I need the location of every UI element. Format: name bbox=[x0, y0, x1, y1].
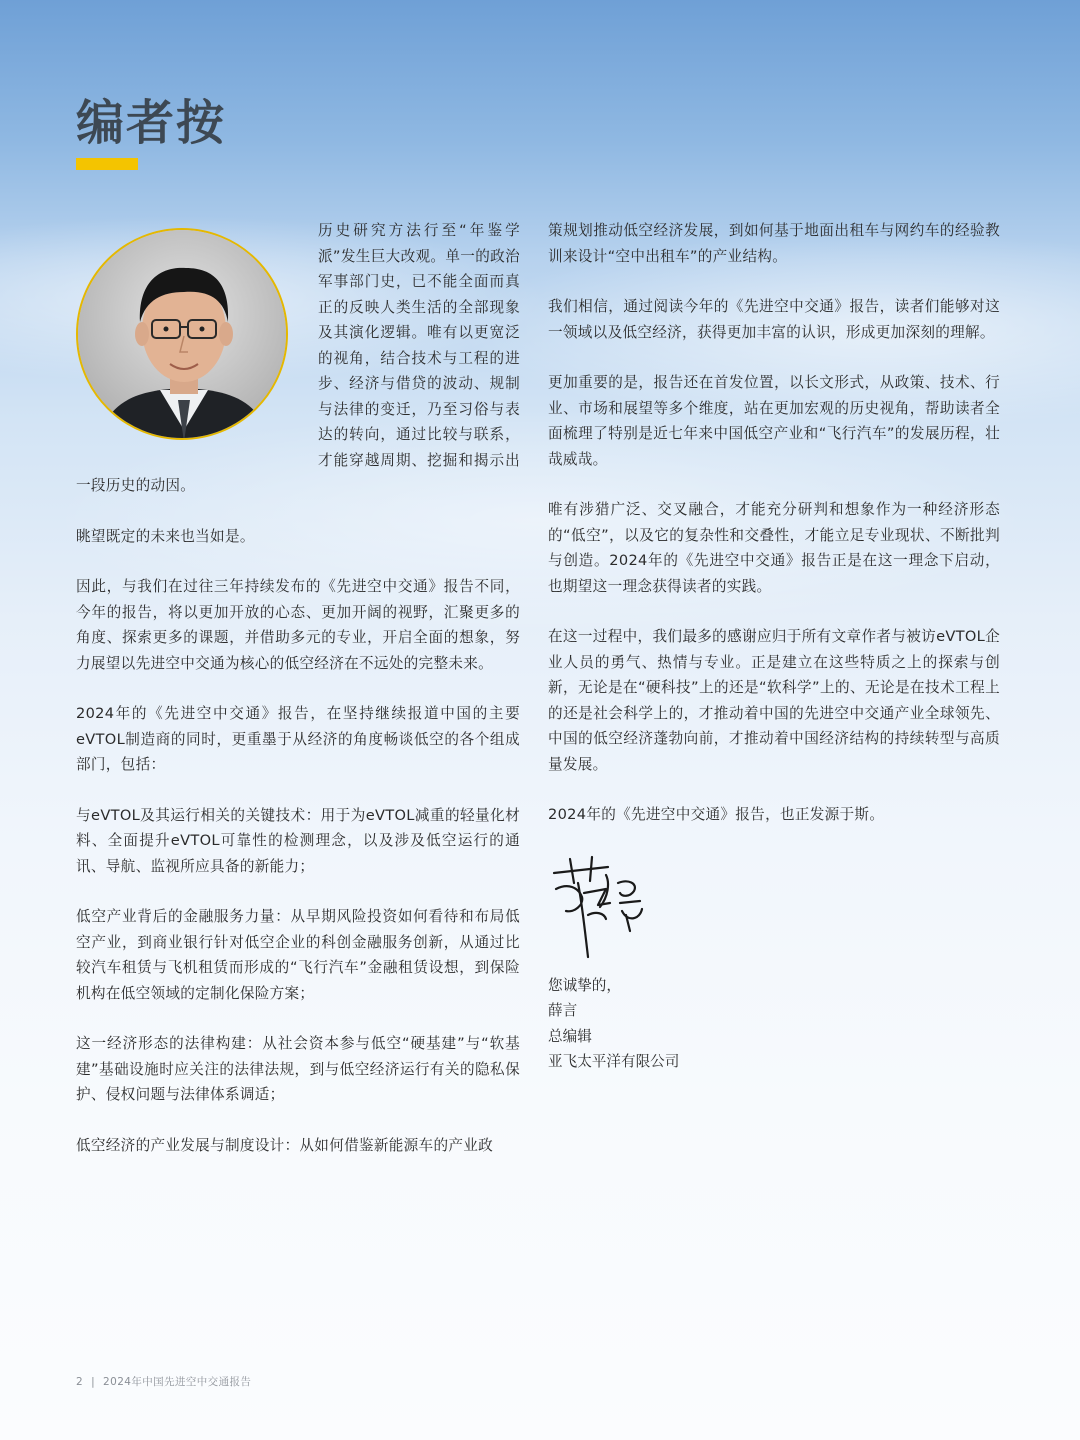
title-accent-bar bbox=[76, 158, 138, 170]
paragraph: 因此，与我们在过往三年持续发布的《先进空中交通》报告不同，今年的报告，将以更加开放的心态、更加开阔的视野，汇聚更多的角度、探索更多的课题，并借助多元的专业，开启全面的想象，努力展望以先进空中交通为核心的低空经济在不远处的完整未来。 bbox=[76, 578, 520, 672]
paragraph: 眺望既定的未来也当如是。 bbox=[76, 527, 255, 545]
paragraph: 低空经济的产业发展与制度设计：从如何借鉴新能源车的产业政 bbox=[76, 1136, 494, 1154]
left-column bbox=[76, 218, 520, 1183]
paragraph: 历史研究方法行至“年鉴学派”发生巨大改观。单一的政治军事部门史，已不能全面而真正的反映人类生活的全部现象及其演化逻辑。唯有以更宽泛的视角，结合技术与工程的进步、经济与借贷的波动、规制与法律的变迁，乃至习俗与表达的转向，通过比较与联系，才能穿越周期、挖掘和揭示出一段历史的动因。 bbox=[76, 222, 520, 494]
paragraph: 策规划推动低空经济发展，到如何基于地面出租车与网约车的经验教训来设计“空中出租车”的产业结构。 bbox=[548, 222, 1000, 265]
paragraph: 这一经济形态的法律构建：从社会资本参与低空“硬基建”与“软基建”基础设施时应关注的法律法规，到与低空经济运行有关的隐私保护、侵权问题与法律体系调适； bbox=[76, 1035, 520, 1103]
signoff-closing: 您诚挚的， bbox=[548, 976, 621, 994]
paragraph: 低空产业背后的金融服务力量：从早期风险投资如何看待和布局低空产业，到商业银行针对低空企业的科创金融服务创新，从通过比较汽车租赁与飞机租赁而形成的“飞行汽车”金融租赁设想，到保险机构在低空领域的定制化保险方案； bbox=[76, 908, 520, 1002]
paragraph: 与eVTOL及其运行相关的关键技术：用于为eVTOL减重的轻量化材料、全面提升eVTOL可靠性的检测理念，以及涉及低空运行的通讯、导航、监视所应具备的新能力； bbox=[76, 806, 520, 875]
signoff-company: 亚飞太平洋有限公司 bbox=[548, 1053, 680, 1070]
paragraph: 在这一过程中，我们最多的感谢应归于所有文章作者与被访eVTOL企业人员的勇气、热情与专业。正是建立在这些特质之上的探索与创新，无论是在“硬科技”上的还是“软科学”上的、无论是在技术工程上的还是社会科学上的，才推动着中国的先进空中交通产业全球领先、中国的低空经济蓬勃向前，才推动着中国经济结构的持续转型与高质量发展。 bbox=[548, 628, 1000, 773]
portrait-spacer bbox=[76, 218, 318, 450]
footer-separator: | bbox=[91, 1376, 96, 1388]
page-footer bbox=[76, 1374, 251, 1389]
signoff-name: 薛言 bbox=[548, 1002, 578, 1019]
page-number: 2 bbox=[76, 1376, 84, 1388]
handwritten-signature bbox=[548, 853, 658, 963]
paragraph: 2024年的《先进空中交通》报告，在坚持继续报道中国的主要eVTOL制造商的同时，更重墨于从经济的角度畅谈低空的各个组成部门，包括： bbox=[76, 705, 520, 773]
page-title: 编者按 bbox=[76, 95, 227, 151]
right-column bbox=[548, 218, 1000, 1075]
paragraph: 更加重要的是，报告还在首发位置，以长文形式，从政策、技术、行业、市场和展望等多个维度，站在更加宏观的历史视角，帮助读者全面梳理了特别是近七年来中国低空产业和“飞行汽车”的发展历程，壮哉威哉。 bbox=[548, 374, 1000, 468]
paragraph: 唯有涉猎广泛、交叉融合，才能充分研判和想象作为一种经济形态的“低空”，以及它的复杂性和交叠性，才能立足专业现状、不断批判与创造。2024年的《先进空中交通》报告正是在这一理念下启动，也期望这一理念获得读者的实践。 bbox=[548, 501, 1000, 595]
paragraph: 我们相信，通过阅读今年的《先进空中交通》报告，读者们能够对这一领域以及低空经济，获得更加丰富的认识，形成更加深刻的理解。 bbox=[548, 298, 1000, 341]
footer-report-title: 2024年中国先进空中交通报告 bbox=[103, 1376, 252, 1388]
paragraph: 2024年的《先进空中交通》报告，也正发源于斯。 bbox=[548, 806, 885, 823]
signoff-position: 总编辑 bbox=[548, 1027, 592, 1045]
